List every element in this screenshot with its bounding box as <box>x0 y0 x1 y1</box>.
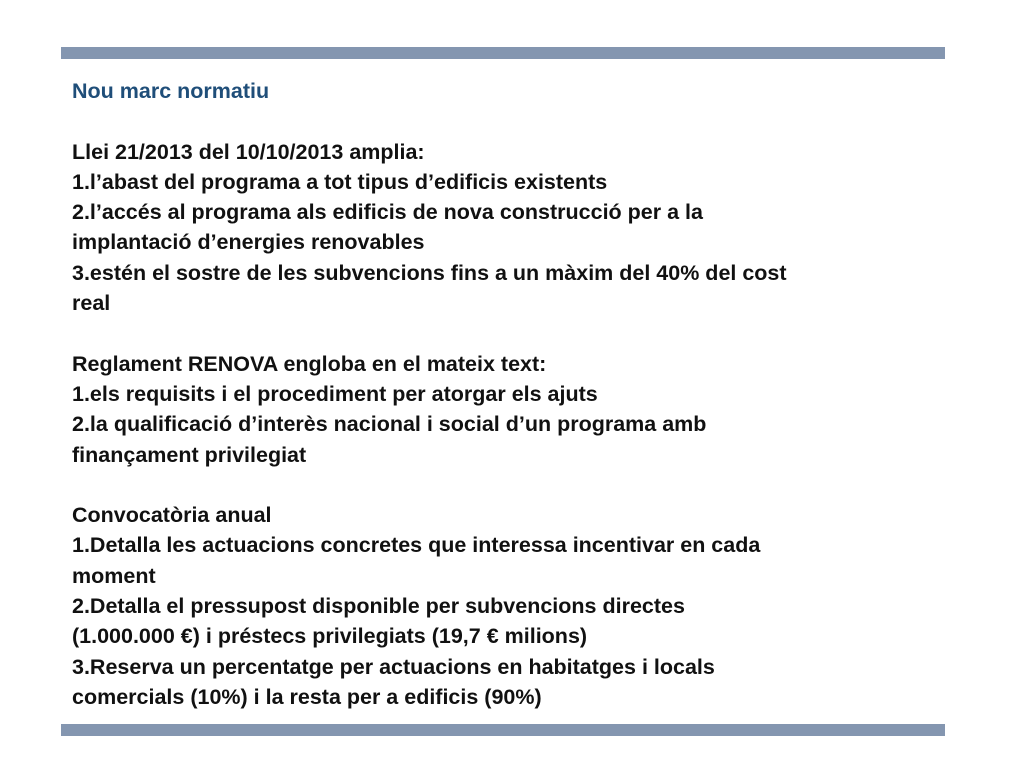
list-item: 3.estén el sostre de les subvencions fins a un màxim del 40% del cost <box>72 260 787 285</box>
section-reglament <box>72 349 942 470</box>
section-heading: Reglament RENOVA engloba en el mateix text: <box>72 351 547 376</box>
slide-title: Nou marc normatiu <box>72 79 270 103</box>
section-convocatoria <box>72 500 942 712</box>
list-item: (1.000.000 €) i préstecs privilegiats (19,7 € milions) <box>72 624 588 649</box>
list-item: 1.l’abast del programa a tot tipus d’edificis existents <box>72 169 608 194</box>
bottom-divider <box>61 724 945 736</box>
list-item: comercials (10%) i la resta per a edificis (90%) <box>72 684 542 709</box>
list-item: 2.la qualificació d’interès nacional i social d’un programa amb <box>72 412 707 437</box>
list-item: 2.l’accés al programa als edificis de nova construcció per a la <box>72 200 703 225</box>
section-heading: Convocatòria anual <box>72 503 272 528</box>
slide-content <box>72 76 942 712</box>
list-item: implantació d’energies renovables <box>72 230 425 255</box>
spacer <box>72 318 942 348</box>
spacer <box>72 470 942 500</box>
section-llei <box>72 137 942 319</box>
top-divider <box>61 47 945 59</box>
list-item: moment <box>72 563 156 588</box>
list-item: finançament privilegiat <box>72 442 307 467</box>
list-item: 1.els requisits i el procediment per atorgar els ajuts <box>72 381 598 406</box>
spacer <box>72 106 942 136</box>
list-item: 3.Reserva un percentatge per actuacions en habitatges i locals <box>72 654 715 679</box>
list-item: 2.Detalla el pressupost disponible per subvencions directes <box>72 594 685 619</box>
list-item: 1.Detalla les actuacions concretes que interessa incentivar en cada <box>72 533 761 558</box>
section-heading: Llei 21/2013 del 10/10/2013 amplia: <box>72 139 425 164</box>
list-item: real <box>72 291 111 316</box>
